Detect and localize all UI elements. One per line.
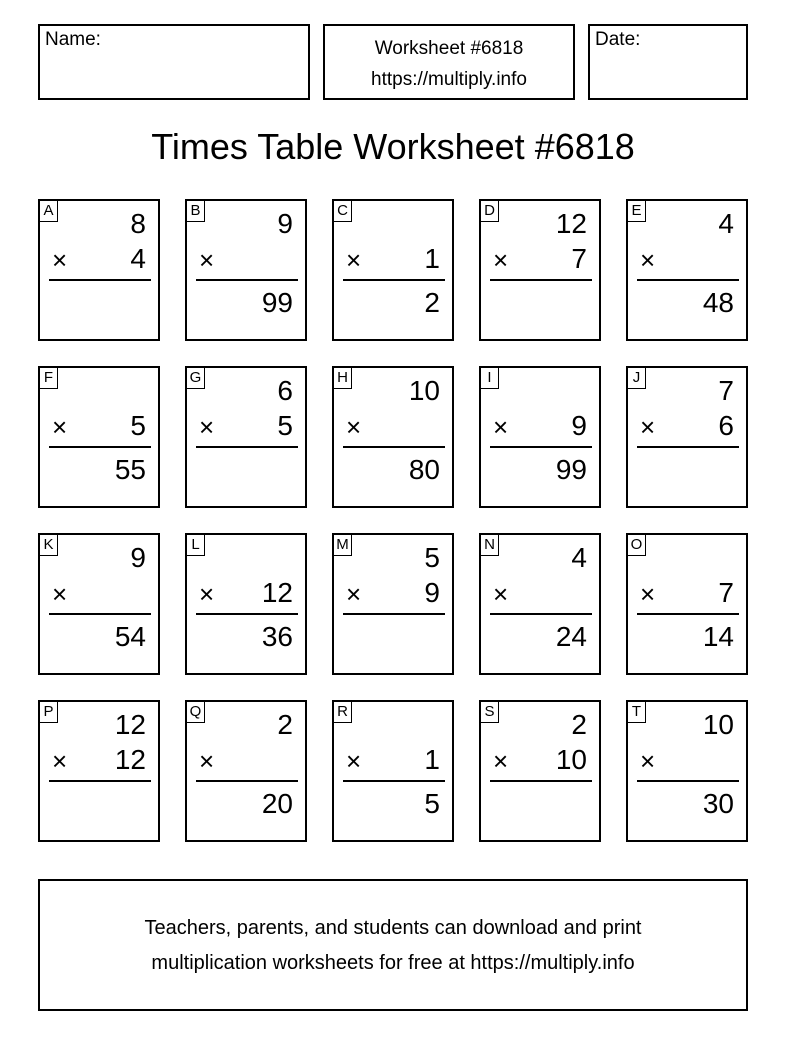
- problem-rule: [343, 279, 445, 281]
- problem-card[interactable]: [38, 700, 160, 842]
- problem-card[interactable]: [38, 533, 160, 675]
- problem-answer: 54: [114, 621, 146, 652]
- problem-letter: A: [40, 201, 58, 222]
- problem-letter: D: [481, 201, 499, 222]
- problem-middle-number: 5: [130, 410, 146, 441]
- problem-letter: T: [628, 702, 646, 723]
- problem-rule: [637, 279, 739, 281]
- problem-rule: [49, 613, 151, 615]
- page-title: Times Table Worksheet #6818: [151, 126, 635, 167]
- problem-rule: [637, 613, 739, 615]
- times-sign: ×: [346, 579, 362, 609]
- problem-middle-number: 5: [277, 410, 293, 441]
- problem-letter: C: [334, 201, 352, 222]
- problem-card[interactable]: [38, 199, 160, 341]
- problem-rule: [49, 279, 151, 281]
- problem-answer: 30: [702, 788, 734, 819]
- problem-rule: [637, 780, 739, 782]
- problem-card[interactable]: [626, 533, 748, 675]
- problem-letter: O: [628, 535, 646, 556]
- problem-letter: P: [40, 702, 58, 723]
- times-sign: ×: [199, 412, 215, 442]
- footer-box: [38, 879, 748, 1011]
- problem-rule: [343, 780, 445, 782]
- problem-top-number: 9: [130, 542, 146, 573]
- times-sign: ×: [493, 579, 509, 609]
- problem-answer: 5: [424, 788, 440, 819]
- problem-card[interactable]: [185, 366, 307, 508]
- times-sign: ×: [52, 579, 68, 609]
- times-sign: ×: [199, 579, 215, 609]
- problem-card[interactable]: [479, 533, 601, 675]
- problem-rule: [343, 446, 445, 448]
- problem-letter: G: [187, 368, 205, 389]
- problem-top-number: 12: [114, 709, 146, 740]
- problem-card[interactable]: [626, 366, 748, 508]
- problem-answer: 24: [555, 621, 587, 652]
- times-sign: ×: [493, 245, 509, 275]
- problem-card[interactable]: [38, 366, 160, 508]
- problem-rule: [637, 446, 739, 448]
- times-sign: ×: [640, 579, 656, 609]
- footer-line-2: multiplication worksheets for free at https://multiply.info: [151, 952, 635, 974]
- problem-letter: E: [628, 201, 646, 222]
- footer-line-1: Teachers, parents, and students can download and print: [144, 917, 642, 939]
- problem-letter: I: [481, 368, 499, 389]
- times-sign: ×: [346, 746, 362, 776]
- problem-rule: [490, 446, 592, 448]
- problem-top-number: 10: [408, 375, 440, 406]
- times-sign: ×: [52, 412, 68, 442]
- problem-rule: [490, 279, 592, 281]
- problem-letter: R: [334, 702, 352, 723]
- date-field-box[interactable]: [588, 24, 748, 100]
- times-sign: ×: [640, 412, 656, 442]
- times-sign: ×: [199, 746, 215, 776]
- times-sign: ×: [640, 245, 656, 275]
- problem-answer: 99: [261, 287, 293, 318]
- times-sign: ×: [52, 746, 68, 776]
- problem-top-number: 7: [718, 375, 734, 406]
- problem-letter: K: [40, 535, 58, 556]
- times-sign: ×: [52, 245, 68, 275]
- problem-middle-number: 10: [555, 744, 587, 775]
- problem-answer: 36: [261, 621, 293, 652]
- problem-card[interactable]: [479, 700, 601, 842]
- problem-answer: 14: [702, 621, 734, 652]
- problem-rule: [196, 279, 298, 281]
- problem-top-number: 4: [571, 542, 587, 573]
- problem-letter: B: [187, 201, 205, 222]
- problem-card[interactable]: [332, 366, 454, 508]
- problem-letter: M: [334, 535, 352, 556]
- problem-top-number: 9: [277, 208, 293, 239]
- problem-middle-number: 9: [424, 577, 440, 608]
- name-field-box[interactable]: [38, 24, 310, 100]
- problem-rule: [49, 780, 151, 782]
- problem-top-number: 2: [571, 709, 587, 740]
- times-sign: ×: [493, 412, 509, 442]
- problem-middle-number: 7: [571, 243, 587, 274]
- problem-rule: [196, 613, 298, 615]
- problem-letter: F: [40, 368, 58, 389]
- name-label: Name:: [45, 29, 101, 50]
- problem-top-number: 2: [277, 709, 293, 740]
- problem-middle-number: 12: [261, 577, 293, 608]
- worksheet-site: https://multiply.info: [371, 69, 527, 90]
- problem-card[interactable]: [185, 533, 307, 675]
- times-sign: ×: [493, 746, 509, 776]
- times-sign: ×: [640, 746, 656, 776]
- problem-card[interactable]: [626, 700, 748, 842]
- problem-middle-number: 9: [571, 410, 587, 441]
- problem-middle-number: 7: [718, 577, 734, 608]
- times-sign: ×: [199, 245, 215, 275]
- problem-answer: 99: [555, 454, 587, 485]
- date-label: Date:: [595, 29, 641, 50]
- problem-middle-number: 6: [718, 410, 734, 441]
- times-sign: ×: [346, 412, 362, 442]
- problem-top-number: 10: [702, 709, 734, 740]
- problem-letter: S: [481, 702, 499, 723]
- problem-top-number: 4: [718, 208, 734, 239]
- problem-top-number: 5: [424, 542, 440, 573]
- problem-top-number: 6: [277, 375, 293, 406]
- problem-middle-number: 1: [424, 243, 440, 274]
- problem-card[interactable]: [185, 700, 307, 842]
- problem-rule: [49, 446, 151, 448]
- problem-rule: [490, 780, 592, 782]
- worksheet-info-box: [323, 24, 575, 100]
- problem-card[interactable]: [626, 199, 748, 341]
- problem-rule: [490, 613, 592, 615]
- problem-letter: J: [628, 368, 646, 389]
- problem-answer: 80: [408, 454, 440, 485]
- problem-middle-number: 4: [130, 243, 146, 274]
- times-sign: ×: [346, 245, 362, 275]
- problem-card[interactable]: [332, 199, 454, 341]
- problem-letter: L: [187, 535, 205, 556]
- problem-card[interactable]: [332, 700, 454, 842]
- problem-letter: Q: [187, 702, 205, 723]
- problem-answer: 2: [424, 287, 440, 318]
- problem-card[interactable]: [479, 199, 601, 341]
- problem-answer: 20: [261, 788, 293, 819]
- problem-rule: [196, 780, 298, 782]
- problem-answer: 48: [702, 287, 734, 318]
- problem-rule: [343, 613, 445, 615]
- problem-top-number: 8: [130, 208, 146, 239]
- problem-answer: 55: [114, 454, 146, 485]
- problem-top-number: 12: [555, 208, 587, 239]
- problem-middle-number: 12: [114, 744, 146, 775]
- problem-letter: H: [334, 368, 352, 389]
- problem-letter: N: [481, 535, 499, 556]
- problem-card[interactable]: [332, 533, 454, 675]
- problem-card[interactable]: [479, 366, 601, 508]
- problem-rule: [196, 446, 298, 448]
- problem-card[interactable]: [185, 199, 307, 341]
- problem-middle-number: 1: [424, 744, 440, 775]
- worksheet-number: Worksheet #6818: [374, 38, 524, 59]
